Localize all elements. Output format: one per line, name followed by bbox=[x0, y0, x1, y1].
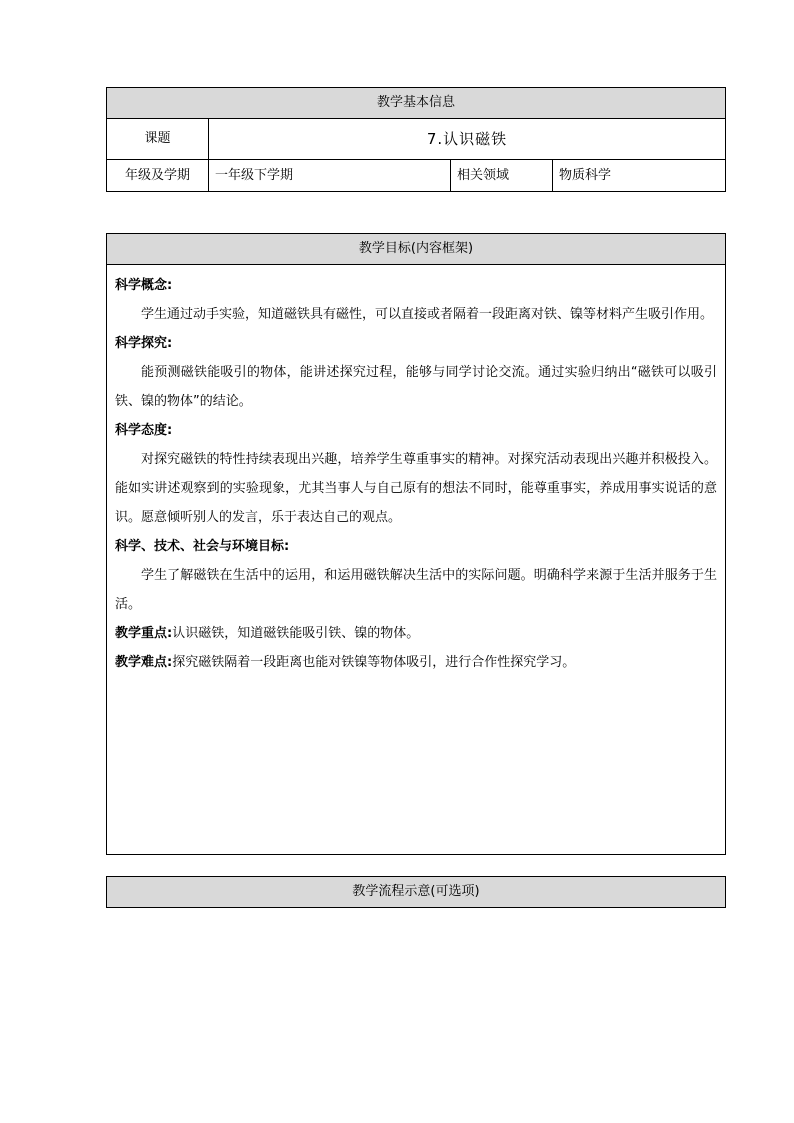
section-body-stse: 学生了解磁铁在生活中的运用，和运用磁铁解决生活中的实际问题。明确科学来源于生活并服务于生活。 bbox=[115, 568, 717, 612]
difficulty bbox=[115, 648, 717, 677]
key-point bbox=[115, 619, 717, 648]
grade-label: 年级及学期 bbox=[107, 160, 209, 191]
flow-header: 教学流程示意(可选项) bbox=[107, 877, 725, 907]
section-body-concept: 学生通过动手实验，知道磁铁具有磁性，可以直接或者隔着一段距离对铁、镍等材料产生吸引作用。 bbox=[141, 307, 714, 322]
section-body-attitude: 对探究磁铁的特性持续表现出兴趣，培养学生尊重事实的精神。对探究活动表现出兴趣并积极投入。能如实讲述观察到的实验现象，尤其当事人与自己原有的想法不同时，能尊重事实，养成用事实说话的意识。愿意倾听别人的发言，乐于表达自己的观点。 bbox=[115, 452, 717, 525]
section-title-concept: 科学概念: bbox=[115, 278, 173, 293]
topic-row bbox=[107, 119, 725, 159]
key-point-label: 教学重点: bbox=[115, 626, 173, 641]
objectives-content bbox=[107, 265, 725, 677]
grade-row bbox=[107, 159, 725, 191]
objectives-table bbox=[106, 233, 726, 855]
section-title-stse: 科学、技术、社会与环境目标: bbox=[115, 539, 290, 554]
difficulty-text: 探究磁铁隔着一段距离也能对铁镍等物体吸引，进行合作性探究学习。 bbox=[172, 655, 576, 670]
difficulty-label: 教学难点: bbox=[115, 655, 173, 670]
topic-value: 7.认识磁铁 bbox=[426, 130, 508, 148]
basic-info-table bbox=[106, 87, 726, 192]
field-value: 物质科学 bbox=[559, 168, 612, 183]
grade-value: 一年级下学期 bbox=[209, 160, 451, 191]
objectives-header: 教学目标(内容框架) bbox=[107, 234, 725, 265]
topic-label: 课题 bbox=[107, 119, 209, 159]
section-body-inquiry: 能预测磁铁能吸引的物体，能讲述探究过程，能够与同学讨论交流。通过实验归纳出“磁铁可以吸引铁、镍的物体”的结论。 bbox=[115, 365, 717, 409]
field-label: 相关领域 bbox=[451, 160, 553, 191]
key-point-text: 认识磁铁，知道磁铁能吸引铁、镍的物体。 bbox=[172, 626, 420, 641]
section-title-inquiry: 科学探究: bbox=[115, 336, 173, 351]
flow-table bbox=[106, 876, 726, 908]
section-title-attitude: 科学态度: bbox=[115, 423, 173, 438]
basic-info-header: 教学基本信息 bbox=[107, 88, 725, 119]
